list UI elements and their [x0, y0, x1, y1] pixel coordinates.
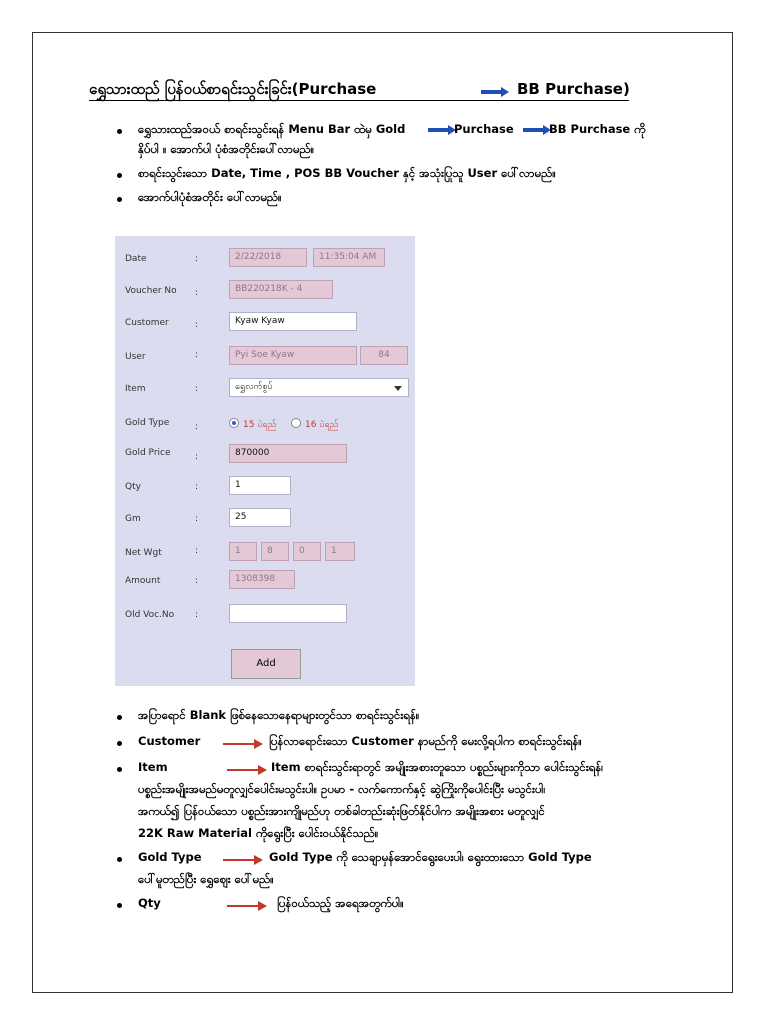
note-2-text: ပြန်လာရောင်းသော Customer နာမည်ကို မေးလို့ရပါက စာရင်းသွင်းရန်။ — [269, 734, 582, 748]
note-3-line3: အကယ်၍ ပြန်ဝယ်သော ပစ္စည်းအားကျိုမည်ဟု တစ်ခါတည်းဆုံးဖြတ်နိုင်ပါက အမျိုးအစား မတူလျှင် — [138, 804, 545, 818]
gm-input[interactable]: 25 — [229, 508, 291, 527]
arrow-right-icon — [223, 736, 263, 750]
note-4-term: Gold Type — [138, 850, 202, 864]
user-label: User — [125, 352, 146, 362]
note-3-line2: ပစ္စည်းအမျိုးအမည်မတူလျှင်ပေါင်းမသွင်းပါ။ ဥပမာ - လက်ကောက်နှင့် ဆွဲကြိုးကိုပေါင်းပြီး မသွင်းပါ၊ — [138, 782, 546, 796]
gm-label: Gm — [125, 514, 141, 524]
colon: : — [195, 320, 199, 330]
amount-label: Amount — [125, 576, 161, 586]
voucher-field: BB220218K - 4 — [229, 280, 333, 299]
netwgt-field-2: 8 — [261, 542, 289, 561]
netwgt-field-4: 1 — [325, 542, 355, 561]
colon: : — [195, 422, 199, 432]
intro-b3: အောက်ပါပုံစံအတိုင်း ပေါ်လာမည်။ — [138, 190, 282, 204]
voucher-label: Voucher No — [125, 286, 177, 296]
intro-bullets — [117, 122, 717, 232]
arrow-right-icon — [223, 852, 263, 866]
arrow-right-icon — [481, 82, 509, 100]
netwgt-label: Net Wgt — [125, 548, 162, 558]
colon: : — [195, 384, 199, 394]
bullet-dot — [117, 857, 122, 862]
note-4-line2: ပေါ်မူတည်ပြီး ရွှေဈေး ပေါ်မည်။ — [138, 872, 274, 886]
bullet-dot — [117, 129, 122, 134]
radio-unselected-icon — [291, 418, 301, 428]
note-4-text: Gold Type ကို သေချာမှန်အောင်ရွေးပေးပါ၊ ရွေးထားသော Gold Type — [269, 850, 592, 864]
colon: : — [195, 350, 199, 360]
goldprice-field: 870000 — [229, 444, 347, 463]
oldvoc-label: Old Voc.No — [125, 610, 175, 620]
goldtype-radio-16[interactable] — [291, 418, 338, 432]
bullet-dot — [117, 767, 122, 772]
intro-b1-b: Purchase — [454, 122, 514, 136]
date-label: Date — [125, 254, 147, 264]
arrow-right-icon — [428, 122, 456, 136]
user-field: Pyi Soe Kyaw — [229, 346, 357, 365]
chevron-down-icon — [394, 386, 402, 391]
bullet-dot — [117, 173, 122, 178]
netwgt-field-3: 0 — [293, 542, 321, 561]
radio-selected-icon — [229, 418, 239, 428]
colon: : — [195, 482, 199, 492]
bullet-dot — [117, 741, 122, 746]
bullet-dot — [117, 715, 122, 720]
item-label: Item — [125, 384, 146, 394]
arrow-right-icon — [227, 898, 267, 912]
bullet-dot — [117, 903, 122, 908]
colon: : — [195, 254, 199, 264]
colon: : — [195, 610, 199, 620]
purchase-form — [115, 236, 415, 686]
add-button[interactable]: Add — [231, 649, 301, 679]
intro-b1-line2: နှိပ်ပါ ။ အောက်ပါ ပုံစံအတိုင်းပေါ်လာမည်။ — [138, 142, 315, 156]
note-5-term: Qty — [138, 896, 161, 910]
colon: : — [195, 576, 199, 586]
intro-b1-c: BB Purchase ကို — [549, 122, 646, 136]
bullet-dot — [117, 197, 122, 202]
intro-b2: စာရင်းသွင်းသော Date, Time , POS BB Voucher နှင့် အသုံးပြုသူ User ပေါ်လာမည်။ — [138, 166, 556, 180]
qty-label: Qty — [125, 482, 141, 492]
arrow-right-icon — [523, 122, 551, 136]
heading-underline — [89, 100, 629, 101]
note-1: အပြာရောင် Blank ဖြစ်နေသောနေရာများတွင်သာ စာရင်းသွင်းရန်။ — [138, 708, 420, 722]
note-3-text: Item စာရင်းသွင်းရာတွင် အမျိုးအစားတူသော ပစ္စည်းများကိုသာ ပေါင်းသွင်းရန်၊ — [271, 760, 604, 774]
intro-b1-a: ရွှေသားထည်အဝယ် စာရင်းသွင်းရန် Menu Bar ထဲမှ Gold — [138, 122, 406, 136]
colon: : — [195, 288, 199, 298]
goldtype-radio-15[interactable] — [229, 418, 276, 432]
goldtype-label: Gold Type — [125, 418, 170, 428]
heading-part1: ရွှေသားထည် ပြန်ဝယ်စာရင်းသွင်းခြင်း(Purchase — [89, 80, 377, 98]
item-select[interactable] — [229, 378, 409, 397]
section-heading — [89, 78, 649, 104]
customer-label: Customer — [125, 318, 169, 328]
date-field: 2/22/2018 — [229, 248, 307, 267]
goldprice-label: Gold Price — [125, 448, 171, 458]
note-3-line4: 22K Raw Material ကိုရွေးပြီး ပေါင်းဝယ်နိုင်သည်။ — [138, 826, 379, 840]
note-2-term: Customer — [138, 734, 201, 748]
goldtype-opt1-label: 15 ပဲရည် — [243, 420, 277, 430]
amount-field: 1308398 — [229, 570, 295, 589]
notes-bullets — [117, 708, 717, 948]
customer-input[interactable]: Kyaw Kyaw — [229, 312, 357, 331]
item-selected-value: ရွှေလက်စွပ် — [235, 382, 273, 392]
user-code-field: 84 — [360, 346, 408, 365]
arrow-right-icon — [227, 762, 267, 776]
note-3-term: Item — [138, 760, 168, 774]
colon: : — [195, 546, 199, 556]
heading-part2: BB Purchase) — [517, 80, 630, 98]
colon: : — [195, 514, 199, 524]
netwgt-field-1: 1 — [229, 542, 257, 561]
colon: : — [195, 452, 199, 462]
note-5-text: ပြန်ဝယ်သည့် အရေအတွက်ပါ။ — [277, 896, 404, 910]
qty-input[interactable]: 1 — [229, 476, 291, 495]
goldtype-opt2-label: 16 ပဲရည် — [305, 420, 339, 430]
oldvoc-input[interactable] — [229, 604, 347, 623]
time-field: 11:35:04 AM — [313, 248, 385, 267]
